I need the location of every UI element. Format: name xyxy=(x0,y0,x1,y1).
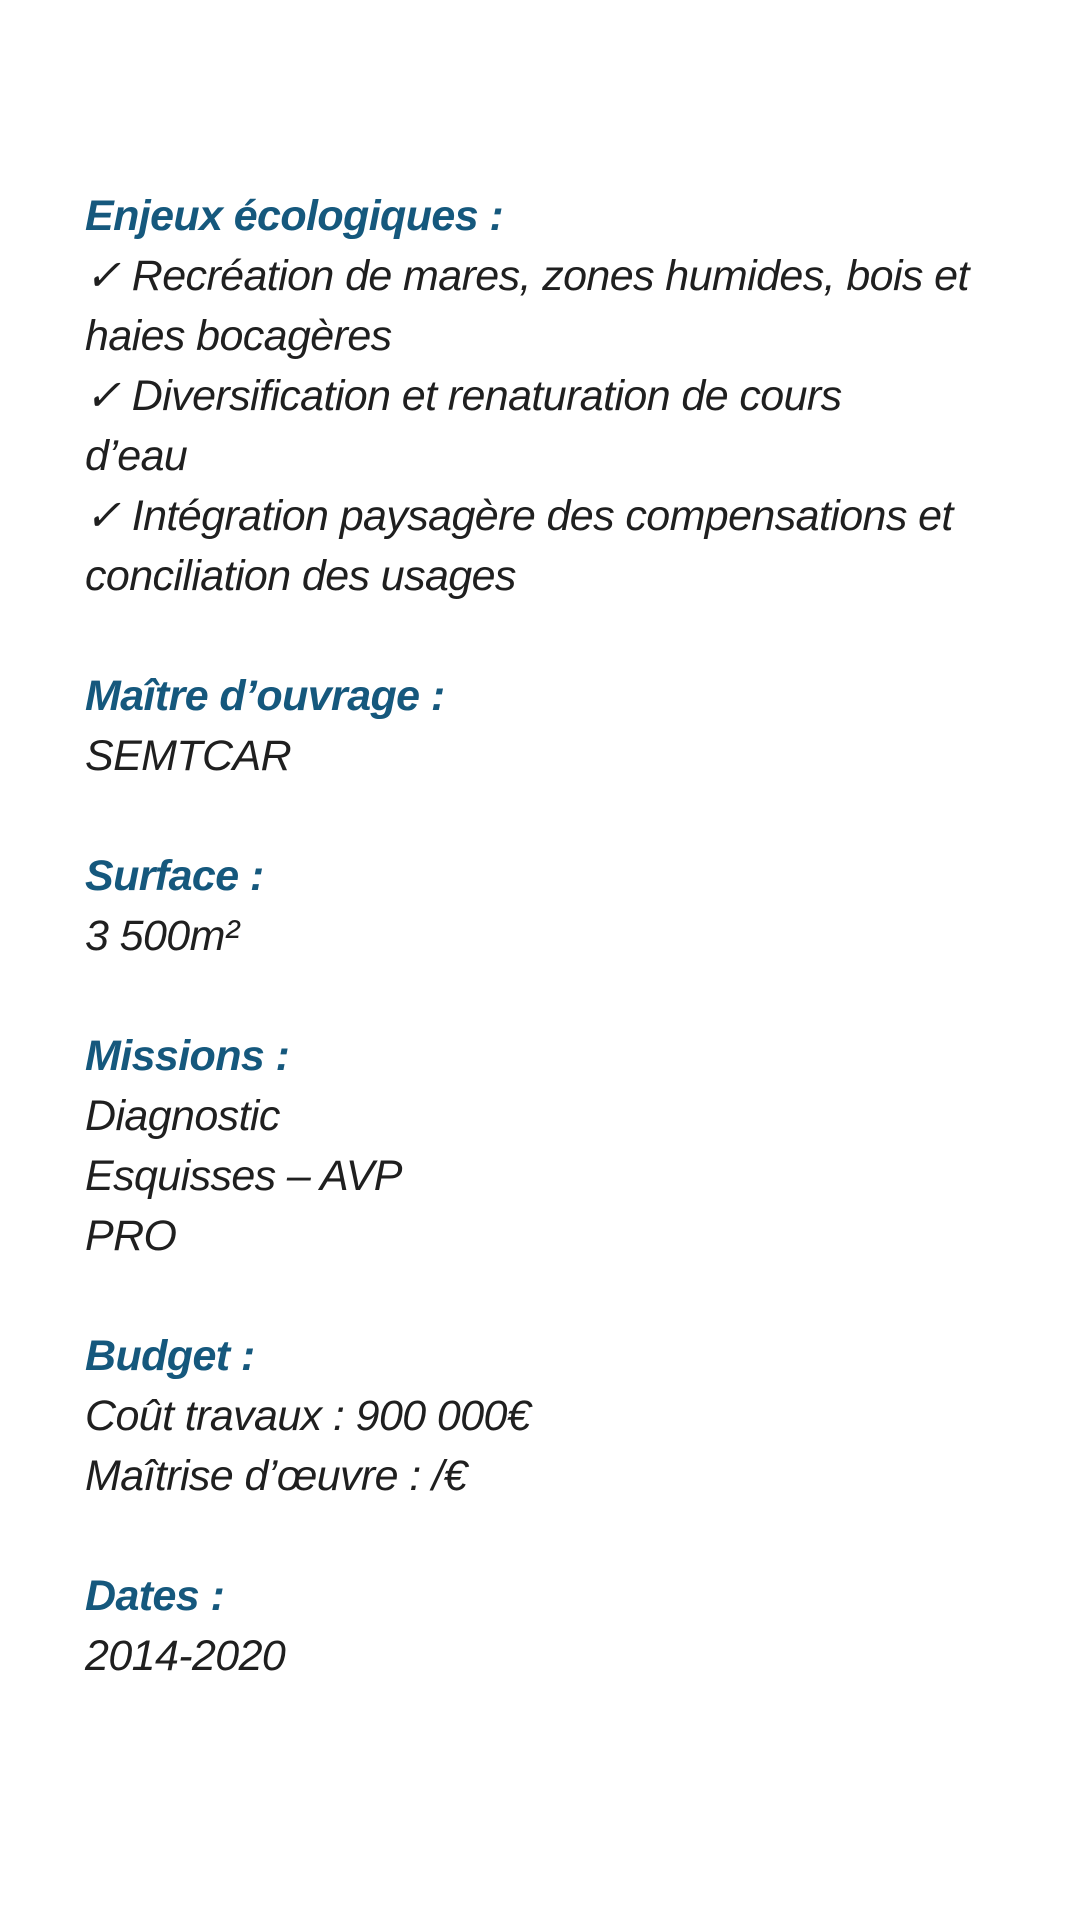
section-heading: Budget : xyxy=(85,1332,255,1380)
section-heading: Dates : xyxy=(85,1572,225,1620)
section-heading: Surface : xyxy=(85,852,264,900)
text-line: Esquisses – AVP xyxy=(85,1152,402,1200)
text-line: PRO xyxy=(85,1212,177,1260)
text-line: haies bocagères xyxy=(85,312,392,360)
text-line: ✓ Diversification et renaturation de cours xyxy=(85,372,842,420)
section xyxy=(85,1326,1015,1506)
section-heading: Enjeux écologiques : xyxy=(85,192,504,240)
project-fact-sheet xyxy=(85,186,1015,1746)
section xyxy=(85,186,1015,606)
section xyxy=(85,1026,1015,1266)
text-line: SEMTCAR xyxy=(85,732,292,780)
text-line: d’eau xyxy=(85,432,188,480)
text-line: Coût travaux : 900 000€ xyxy=(85,1392,531,1440)
text-line: Diagnostic xyxy=(85,1092,280,1140)
text-line: 3 500m² xyxy=(85,912,239,960)
text-line: Maîtrise d’œuvre : /€ xyxy=(85,1452,467,1500)
text-line: 2014-2020 xyxy=(85,1632,286,1680)
section-heading: Maître d’ouvrage : xyxy=(85,672,445,720)
section xyxy=(85,1566,1015,1686)
section xyxy=(85,846,1015,966)
text-line: ✓ Intégration paysagère des compensations et xyxy=(85,492,953,540)
text-line: conciliation des usages xyxy=(85,552,516,600)
text-line: ✓ Recréation de mares, zones humides, bois et xyxy=(85,252,969,300)
section xyxy=(85,666,1015,786)
section-heading: Missions : xyxy=(85,1032,290,1080)
